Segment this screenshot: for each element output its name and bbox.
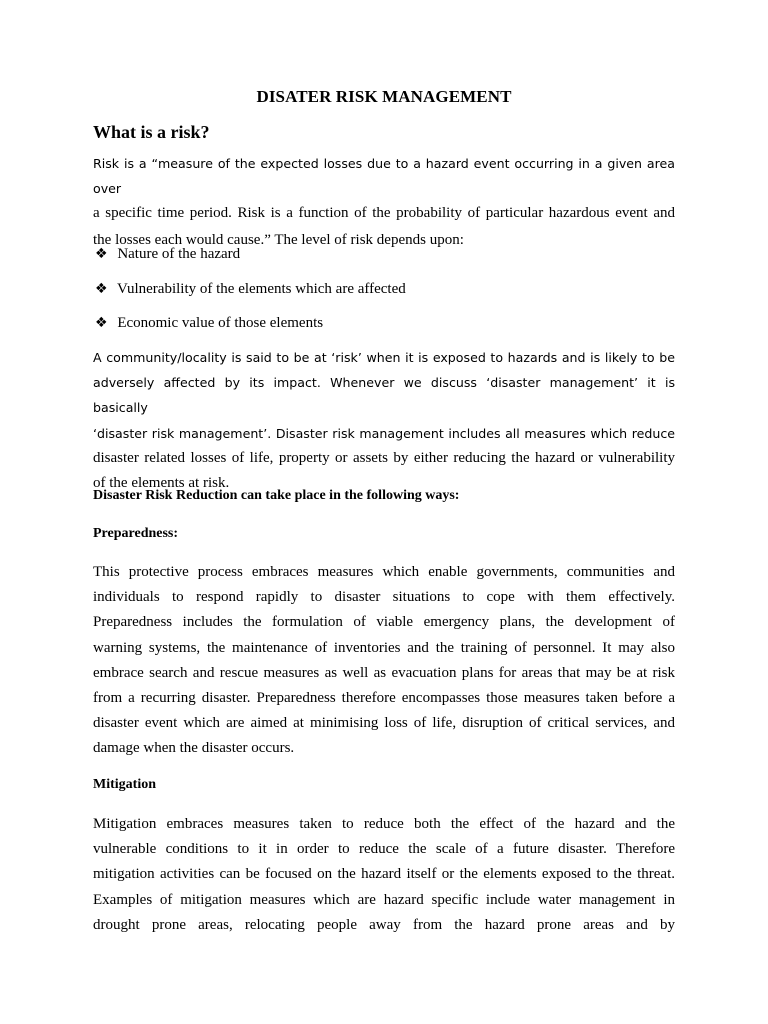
risk-paragraph (93, 151, 675, 253)
mitigation-heading: Mitigation (93, 777, 156, 792)
text-line: disaster related losses of life, property or assets by either reducing the hazard or vulnerability (93, 449, 675, 466)
text-line: from a recurring disaster. Preparedness therefore encompasses those measures taken before a (93, 690, 675, 707)
text-line: individuals to respond rapidly to disaster situations to cope with them effectively. (93, 589, 675, 606)
diamond-bullet-icon: ❖ (95, 246, 108, 262)
bullet-item (95, 281, 406, 298)
section-heading-risk: What is a risk? (93, 122, 210, 142)
preparedness-paragraph (93, 560, 675, 762)
text-line: mitigation activities can be focused on the hazard itself or the elements exposed to the threat. (93, 866, 675, 883)
text-line: Risk is a “measure of the expected losses due to a hazard event occurring in a given area over (93, 156, 675, 197)
diamond-bullet-icon: ❖ (95, 281, 108, 297)
text-line: Mitigation embraces measures taken to reduce both the effect of the hazard and the (93, 816, 675, 832)
text-line: warning systems, the maintenance of inventories and the training of personnel. It may also (93, 639, 675, 656)
text-line: of the elements at risk. (93, 475, 230, 492)
text-line: damage when the disaster occurs. (93, 740, 295, 757)
text-line: adversely affected by its impact. Whenever we discuss ‘disaster management’ it is basically (93, 375, 675, 416)
text-line: drought prone areas, relocating people away from the hazard prone areas and by (93, 916, 675, 933)
text-line: Preparedness includes the formulation of viable emergency plans, the development of (93, 614, 675, 631)
mitigation-paragraph (93, 812, 675, 938)
drr-heading: Disaster Risk Reduction can take place in the following ways: (93, 488, 460, 503)
text-line: a specific time period. Risk is a function of the probability of particular hazardous event and (93, 205, 675, 222)
text-line: ‘disaster risk management’. Disaster risk management includes all measures which reduce (93, 425, 675, 441)
bullet-text: Economic value of those elements (117, 315, 324, 331)
text-line: disaster event which are aimed at minimising loss of life, disruption of critical services, and (93, 715, 675, 732)
bullet-text: Vulnerability of the elements which are affected (117, 281, 406, 297)
preparedness-heading: Preparedness: (93, 526, 179, 541)
text-line: vulnerable conditions to it in order to reduce the scale of a future disaster. Therefore (93, 841, 675, 858)
text-line: embrace search and rescue measures as well as evacuation plans for areas that may be at risk (93, 664, 675, 681)
text-line: Examples of mitigation measures which are hazard specific include water management in (93, 891, 675, 908)
document-title: DISATER RISK MANAGEMENT (256, 87, 512, 106)
text-line: This protective process embraces measures which enable governments, communities and (93, 564, 675, 580)
text-line: the losses each would cause.” The level of risk depends upon: (93, 231, 464, 248)
diamond-bullet-icon: ❖ (95, 315, 108, 331)
bullet-text: Nature of the hazard (117, 246, 241, 262)
community-paragraph (93, 345, 675, 496)
text-line: A community/locality is said to be at ‘risk’ when it is exposed to hazards and is likely to be (93, 350, 675, 365)
bullet-item (95, 246, 240, 263)
bullet-item (95, 315, 323, 332)
